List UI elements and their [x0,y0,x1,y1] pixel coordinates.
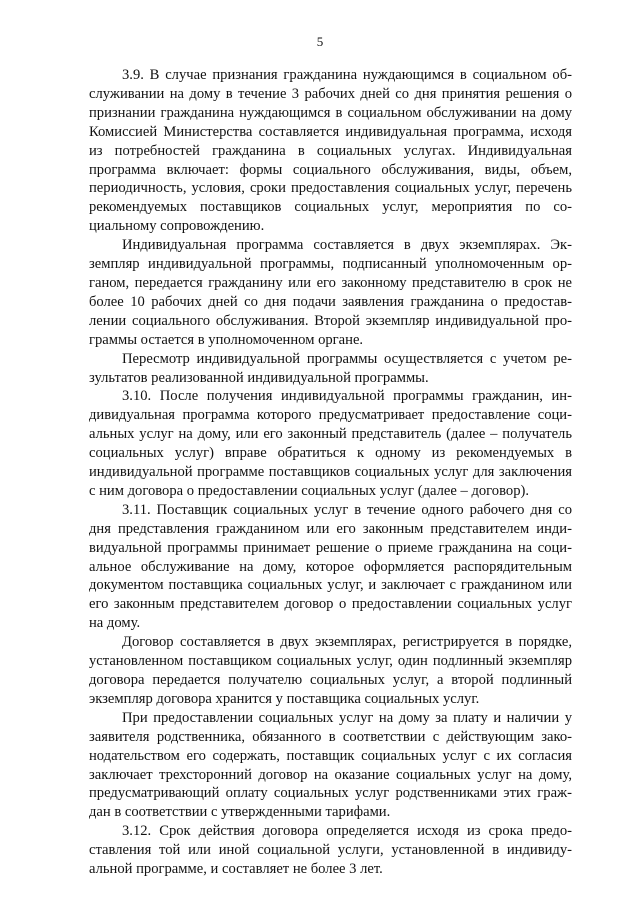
paragraph-program-review: Пересмотр индивидуальной программы осуществляется с учетом результатов реализованной индивидуальной программы. [89,350,572,386]
paragraph-3-11: 3.11. Поставщик социальных услуг в течение одного рабочего дня со дня представления гражданином или его законным представителем индивидуальной программы принимает решение о приеме гражданина на социальное обслуживание на дому, которое оформляется распорядительным документом поставщика социальных услуг, и заключает с гражданином или его законным представителем договор о предоставлении социальных услуг на дому. [89,501,572,632]
paragraph-3-10: 3.10. После получения индивидуальной программы гражданин, индивидуальная программа которого предусматривает предоставление социальных услуг на дому, или его законный представитель (далее – получатель социальных услуг) вправе обратиться к одному из рекомендуемых в индивидуальной программе поставщиков социальных услуг для заключения с ним договора о предоставлении социальных услуг (далее – договор). [89,388,572,499]
paragraph-3-12: 3.12. Срок действия договора определяется исходя из срока предоставления той или иной социальной услуги, установленной в индивидуальной программе, и составляет не более 3 лет. [89,823,572,878]
paragraph-paid-services: При предоставлении социальных услуг на дому за плату и наличии у заявителя родственника, обязанного в соответствии с действующим законодательством его содержать, поставщик социальных услуг с их согласия заключает трехсторонний договор на оказание социальных услуг на дому, предусматривающий оплату социальных услуг родственниками этих граждан в соответствии с утвержденными тарифами. [89,709,572,821]
paragraph-3-9: 3.9. В случае признания гражданина нуждающимся в социальном обслуживании на дому в течение 3 рабочих дней со дня принятия решения о признании гражданина нуждающимся в социальном обслуживании на дому Комиссией Министерства составляется индивидуальная программа, исходя из потребностей гражданина в социальных услугах. Индивидуальная программа включает: формы социального обслуживания, виды, объем, периодичность, условия, сроки предоставления социальных услуг, перечень рекомендуемых поставщиков социальных услуг, мероприятия по социальному сопровождению. [89,67,572,235]
page-number: 5 [316,34,324,49]
document-body [89,66,572,879]
paragraph-contract-copies: Договор составляется в двух экземплярах, регистрируется в порядке, установленном поставщиком социальных услуг, один подлинный экземпляр договора передается получателю социальных услуг, а второй подлинный экземпляр договора хранится у поставщика социальных услуг. [89,634,572,707]
paragraph-program-copies: Индивидуальная программа составляется в двух экземплярах. Экземпляр индивидуальной программы, подписанный уполномоченным органом, передается гражданину или его законному представителю в срок не более 10 рабочих дней со дня подачи заявления гражданина о предоставлении социального обслуживания. Второй экземпляр индивидуальной программы остается в уполномоченном органе. [89,237,572,348]
